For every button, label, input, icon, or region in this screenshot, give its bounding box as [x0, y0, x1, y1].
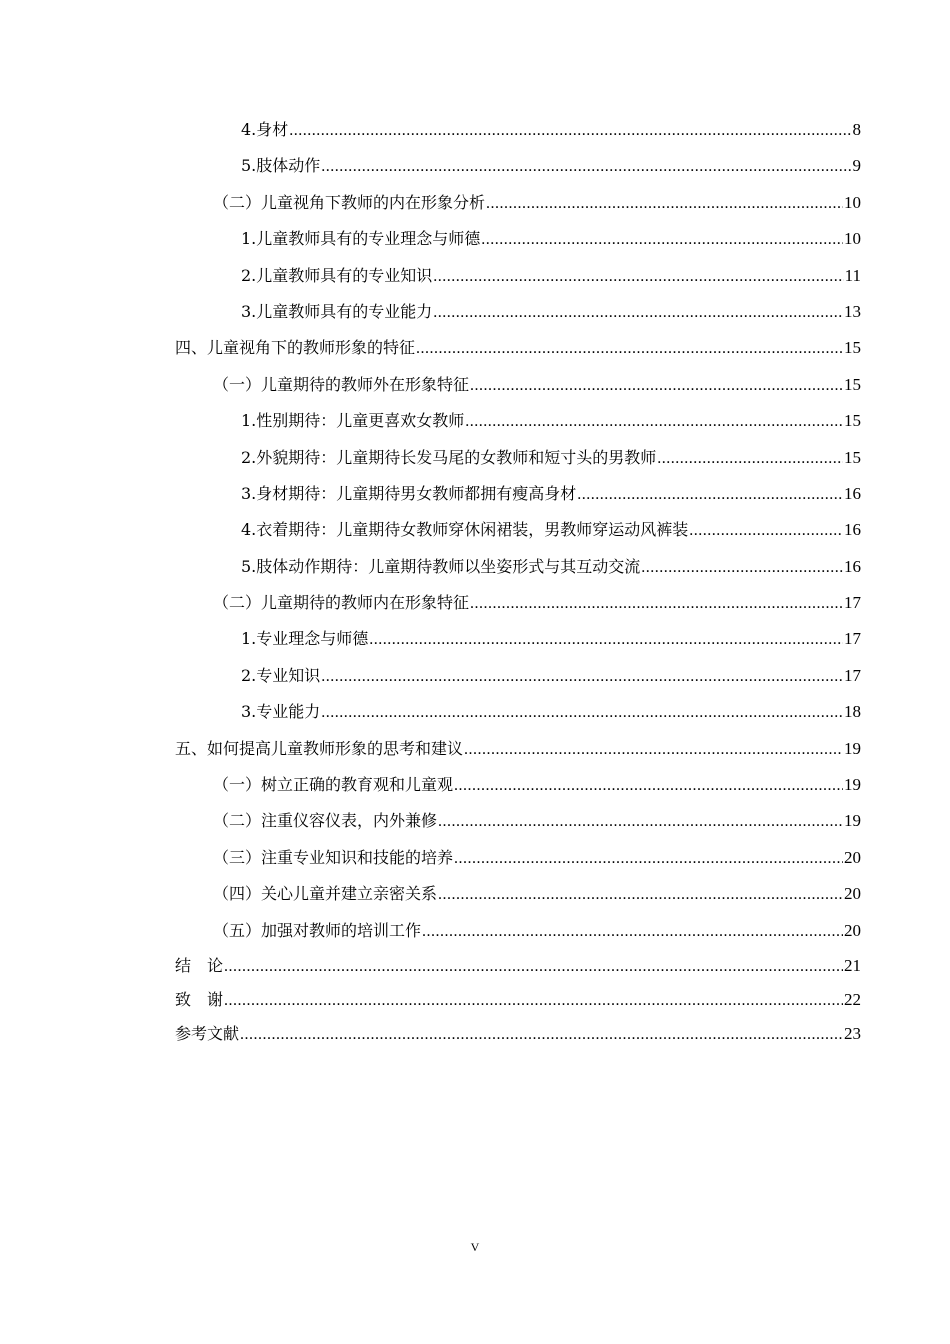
- toc-entry-title: 2.专业知识: [241, 665, 321, 685]
- toc-leader-dots: [657, 441, 843, 477]
- toc-entry[interactable]: [175, 403, 861, 439]
- toc-entry[interactable]: [175, 367, 861, 403]
- toc-entry-page: 16: [844, 556, 861, 576]
- toc-entry-page: 23: [844, 1023, 861, 1043]
- toc-leader-dots: [470, 586, 843, 622]
- toc-acknowledgements-entry[interactable]: [175, 983, 861, 1017]
- page-number: V: [470, 1240, 480, 1254]
- toc-entry-title: 5.肢体动作期待：儿童期待教师以坐姿形式与其互动交流: [241, 556, 641, 576]
- toc-leader-dots: [369, 622, 843, 658]
- toc-leader-dots: [438, 877, 843, 913]
- toc-entry-title: 4.衣着期待：儿童期待女教师穿休闲裙装，男教师穿运动风裤装: [241, 520, 689, 540]
- toc-entry[interactable]: [175, 258, 861, 294]
- toc-entry-title: 参考文献: [175, 1023, 240, 1043]
- toc-leader-dots: [454, 841, 843, 877]
- toc-entry[interactable]: [175, 840, 861, 876]
- toc-entry-page: 11: [844, 265, 861, 285]
- toc-entry-title: （二）儿童视角下教师的内在形象分析: [213, 192, 486, 212]
- toc-entry-title: 3.专业能力: [241, 702, 321, 722]
- toc-entry-page: 10: [844, 229, 861, 249]
- toc-entry[interactable]: [175, 694, 861, 730]
- toc-leader-dots: [224, 950, 843, 984]
- toc-entry[interactable]: [175, 476, 861, 512]
- toc-leader-dots: [641, 550, 843, 586]
- toc-entry-title: 3.儿童教师具有的专业能力: [241, 301, 433, 321]
- toc-entry[interactable]: [175, 294, 861, 330]
- toc-entry-page: 21: [844, 955, 861, 975]
- toc-entry-title: 5.肢体动作: [241, 156, 321, 176]
- toc-entry-page: 10: [844, 192, 861, 212]
- toc-leader-dots: [486, 186, 843, 222]
- toc-chapter-entry[interactable]: [175, 330, 861, 366]
- toc-leader-dots: [438, 804, 843, 840]
- toc-entry[interactable]: [175, 512, 861, 548]
- toc-references-entry[interactable]: [175, 1017, 861, 1051]
- toc-entry[interactable]: [175, 148, 861, 184]
- toc-entry-title: （五）加强对教师的培训工作: [213, 920, 422, 940]
- toc-entry-page: 13: [844, 301, 861, 321]
- toc-entry-title: 四、儿童视角下的教师形象的特征: [175, 338, 416, 358]
- toc-entry-page: 17: [844, 593, 861, 613]
- toc-entry[interactable]: [175, 585, 861, 621]
- toc-entry-page: 20: [844, 847, 861, 867]
- toc-leader-dots: [454, 768, 843, 804]
- toc-entry-page: 15: [844, 374, 861, 394]
- toc-leader-dots: [433, 295, 843, 331]
- toc-entry[interactable]: [175, 658, 861, 694]
- toc-entry-page: 8: [852, 120, 861, 139]
- toc-entry[interactable]: [175, 112, 861, 148]
- toc-entry[interactable]: [175, 803, 861, 839]
- toc-leader-dots: [321, 695, 843, 731]
- toc-entry-title: （一）儿童期待的教师外在形象特征: [213, 374, 470, 394]
- toc-entry-title: 4.身材: [241, 120, 289, 139]
- toc-entry-title: 结 论: [175, 955, 224, 975]
- toc-leader-dots: [470, 368, 843, 404]
- toc-entry-title: 3.身材期待：儿童期待男女教师都拥有瘦高身材: [241, 483, 577, 503]
- toc-leader-dots: [465, 404, 843, 440]
- toc-leader-dots: [416, 331, 843, 367]
- toc-entry-page: 16: [844, 520, 861, 540]
- toc-entry-page: 18: [844, 702, 861, 722]
- toc-entry[interactable]: [175, 913, 861, 949]
- toc-entry-page: 9: [852, 156, 861, 176]
- toc-entry-page: 22: [844, 989, 861, 1009]
- toc-entry-page: 16: [844, 483, 861, 503]
- toc-entry-title: （四）关心儿童并建立亲密关系: [213, 884, 438, 904]
- toc-entry-page: 17: [844, 665, 861, 685]
- toc-entry-title: 1.儿童教师具有的专业理念与师德: [241, 229, 481, 249]
- toc-entry-page: 19: [844, 775, 861, 795]
- toc-leader-dots: [321, 149, 851, 185]
- toc-leader-dots: [224, 984, 843, 1018]
- toc-entry-page: 19: [844, 738, 861, 758]
- toc-entry-title: 1.专业理念与师德: [241, 629, 369, 649]
- toc-leader-dots: [481, 222, 843, 258]
- toc-entry-page: 20: [844, 920, 861, 940]
- toc-entry-title: （二）注重仪容仪表，内外兼修: [213, 811, 438, 831]
- toc-entry-title: 2.儿童教师具有的专业知识: [241, 265, 433, 285]
- toc-entry-page: 15: [844, 338, 861, 358]
- toc-leader-dots: [422, 914, 843, 950]
- toc-leader-dots: [689, 513, 843, 549]
- toc-entry-title: （二）儿童期待的教师内在形象特征: [213, 593, 470, 613]
- toc-entry-page: 19: [844, 811, 861, 831]
- toc-entry-title: 2.外貌期待：儿童期待长发马尾的女教师和短寸头的男教师: [241, 447, 657, 467]
- toc-entry-title: （一）树立正确的教育观和儿童观: [213, 775, 454, 795]
- toc-leader-dots: [289, 113, 851, 149]
- toc-entry[interactable]: [175, 221, 861, 257]
- toc-leader-dots: [577, 477, 843, 513]
- toc-conclusion-entry[interactable]: [175, 949, 861, 983]
- toc-entry[interactable]: [175, 185, 861, 221]
- toc-leader-dots: [321, 659, 843, 695]
- toc-entry[interactable]: [175, 440, 861, 476]
- toc-chapter-entry[interactable]: [175, 731, 861, 767]
- toc-entry[interactable]: [175, 876, 861, 912]
- toc-entry-title: （三）注重专业知识和技能的培养: [213, 847, 454, 867]
- toc-entry-page: 15: [844, 411, 861, 431]
- toc-entry-page: 20: [844, 884, 861, 904]
- toc-leader-dots: [464, 732, 843, 768]
- toc-entry-title: 致 谢: [175, 989, 224, 1009]
- toc-leader-dots: [240, 1018, 843, 1052]
- toc-entry-title: 五、如何提高儿童教师形象的思考和建议: [175, 738, 464, 758]
- toc-entry-title: 1.性别期待：儿童更喜欢女教师: [241, 411, 465, 431]
- toc-entry[interactable]: [175, 767, 861, 803]
- toc-entry[interactable]: [175, 549, 861, 585]
- toc-entry-page: 17: [844, 629, 861, 649]
- table-of-contents: [175, 112, 861, 1051]
- toc-entry-page: 15: [844, 447, 861, 467]
- toc-leader-dots: [433, 259, 843, 295]
- toc-entry[interactable]: [175, 621, 861, 657]
